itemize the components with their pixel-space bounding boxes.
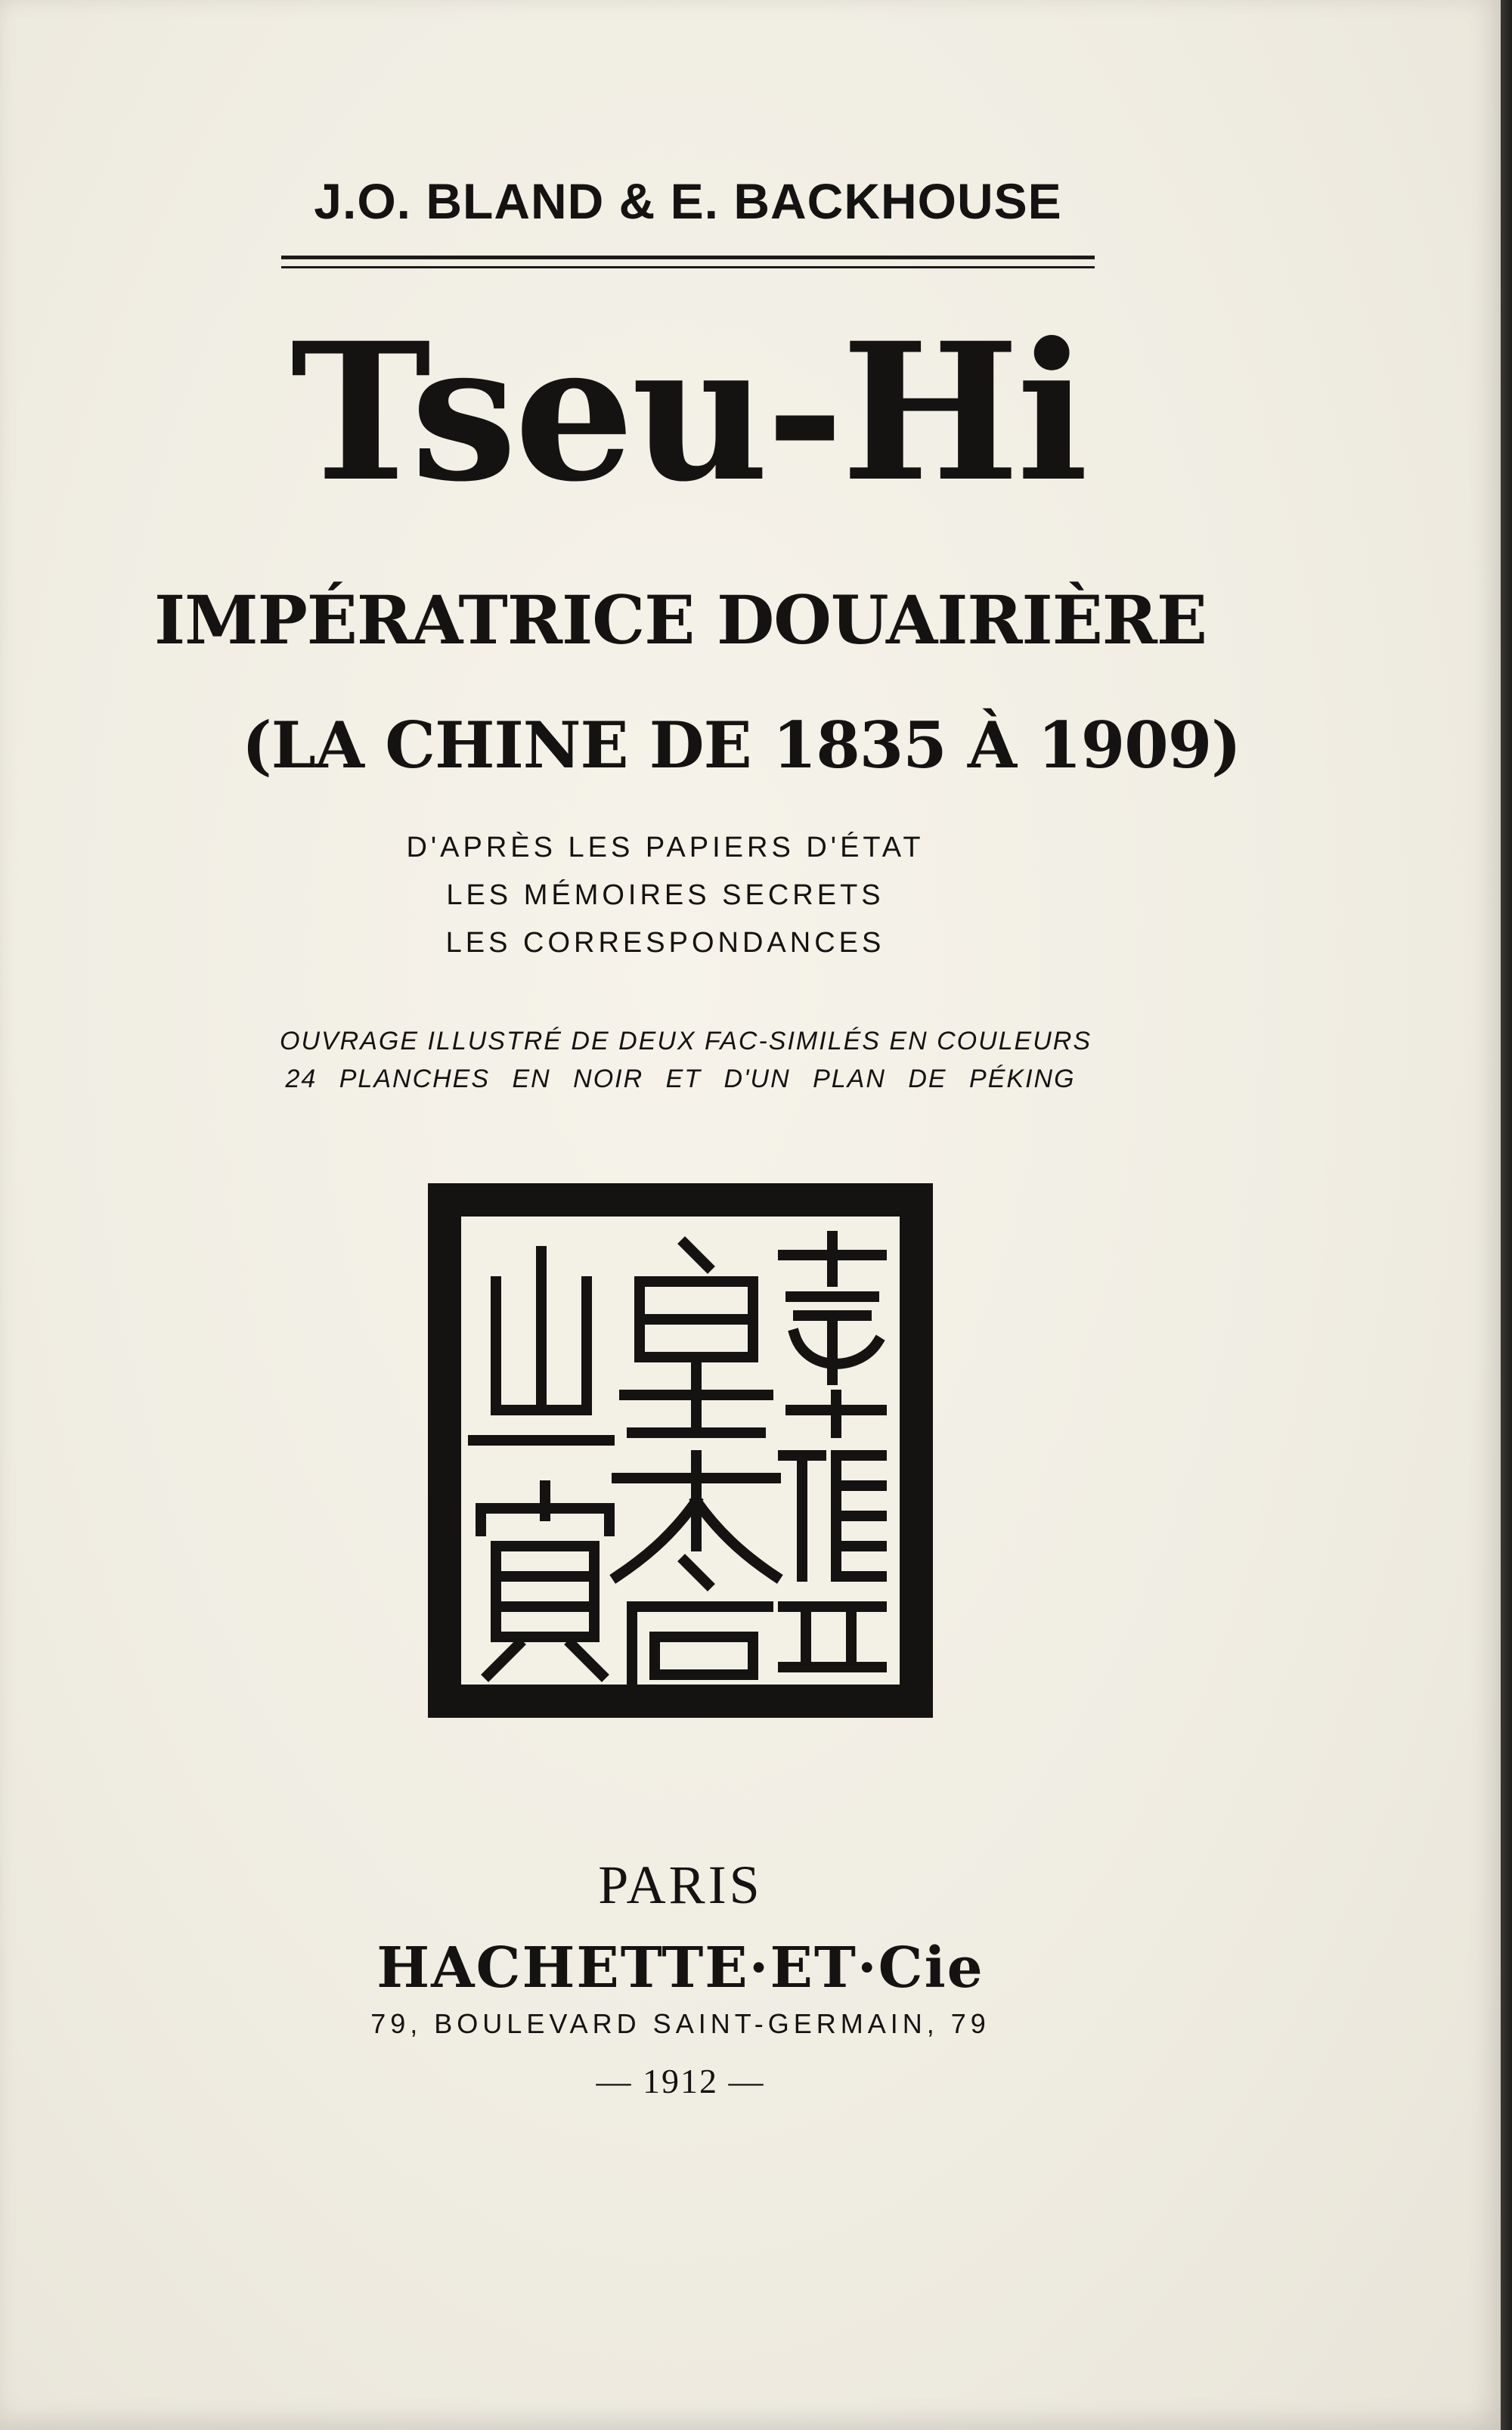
book-title: Tseu-Hi — [290, 301, 1086, 523]
imperial-seal-icon — [428, 1183, 933, 1718]
authors: J.O. BLAND & E. BACKHOUSE — [314, 173, 1062, 229]
illustration-note: 24 PLANCHES EN NOIR ET D'UN PLAN DE PÉKING — [285, 1065, 1076, 1093]
publication-year: — 1912 — — [596, 2062, 765, 2100]
book-period: (LA CHINE DE 1835 À 1909) — [242, 708, 1241, 783]
source-line: LES CORRESPONDANCES — [445, 927, 885, 959]
book-subtitle: IMPÉRATRICE DOUAIRIÈRE — [154, 581, 1207, 659]
publication-city: PARIS — [598, 1855, 763, 1915]
illustration-note: OUVRAGE ILLUSTRÉ DE DEUX FAC-SIMILÉS EN COULEURS — [280, 1027, 1092, 1055]
publisher-address: 79, BOULEVARD SAINT-GERMAIN, 79 — [370, 2008, 990, 2039]
source-line: D'APRÈS LES PAPIERS D'ÉTAT — [406, 832, 925, 863]
source-line: LES MÉMOIRES SECRETS — [446, 879, 885, 911]
divider-rule-thin — [281, 266, 1095, 268]
page-edge — [1501, 0, 1512, 2430]
divider-rule — [281, 256, 1095, 259]
seal-script-glyphs — [428, 1183, 933, 1718]
publisher: HACHETTE·ET·Cie — [376, 1936, 984, 2001]
